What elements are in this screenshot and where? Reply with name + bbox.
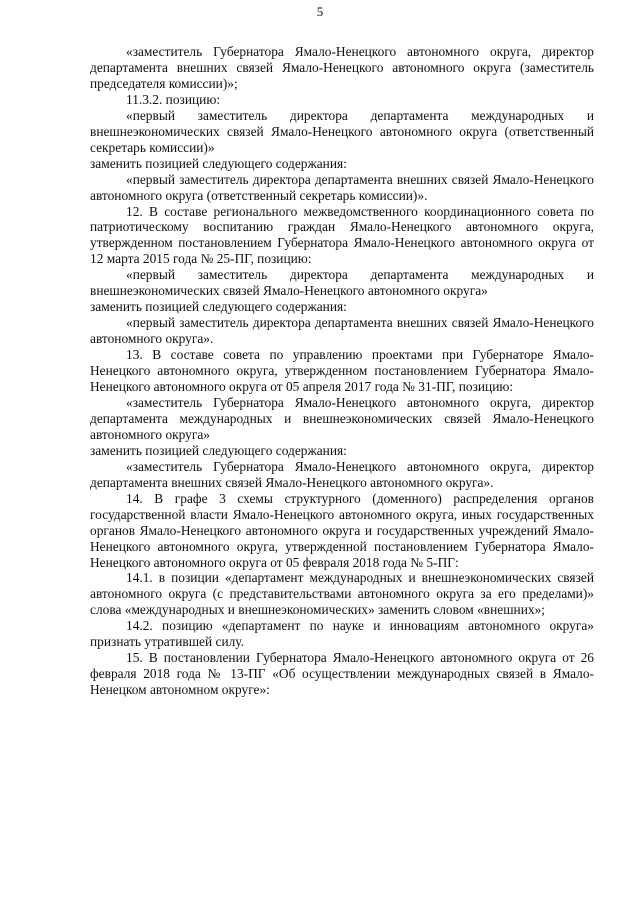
paragraph-8: заменить позицией следующего содержания: xyxy=(90,299,347,315)
paragraph-3: «первый заместитель директора департамента международных и внешнеэкономических связей Ямало-Ненецкого автономного округа (ответственный секретарь комиссии)» xyxy=(90,107,594,155)
paragraph-15: 14.1. в позиции «департамент международных и внешнеэкономических связей автономного округа (с представительствами автономного округа за его пределами)» слова «международных и внешнеэкономических» заменить словом «внешних»; xyxy=(90,570,594,618)
paragraph-14: 14. В графе 3 схемы структурного (доменного) распределения органов государственной власти Ямало-Ненецкого автономного округа, иных государственных органов Ямало-Ненецкого автономного округа и государственных учреждений Ямало-Ненецкого автономного округа, утвержденной постановлением Губернатора Ямало-Ненецкого автономного округа от 05 февраля 2018 года № 5-ПГ: xyxy=(90,490,594,570)
paragraph-9: «первый заместитель директора департамента внешних связей Ямало-Ненецкого автономного округа». xyxy=(90,315,594,347)
paragraph-10: 13. В составе совета по управлению проектами при Губернаторе Ямало-Ненецкого автономного округа, утвержденном постановлением Губернатора Ямало-Ненецкого автономного округа от 05 апреля 2017 года № 31-ПГ, позицию: xyxy=(90,347,594,395)
paragraph-17: 15. В постановлении Губернатора Ямало-Ненецкого автономного округа от 26 февраля 2018 года № 13-ПГ «Об осуществлении международных связей в Ямало-Ненецком автономном округе»: xyxy=(90,650,594,698)
paragraph-2: 11.3.2. позицию: xyxy=(126,91,221,107)
paragraph-1: «заместитель Губернатора Ямало-Ненецкого автономного округа, директор департамента внешних связей Ямало-Ненецкого автономного округа (заместитель председателя комиссии)»; xyxy=(90,44,594,91)
paragraph-4: заменить позицией следующего содержания: xyxy=(90,155,347,171)
paragraph-11: «заместитель Губернатора Ямало-Ненецкого автономного округа, директор департамента международных и внешнеэкономических связей Ямало-Ненецкого автономного округа» xyxy=(90,394,594,442)
paragraph-7: «первый заместитель директора департамента международных и внешнеэкономических связей Ямало-Ненецкого автономного округа» xyxy=(90,267,594,299)
document-body xyxy=(90,44,594,698)
paragraph-13: «заместитель Губернатора Ямало-Ненецкого автономного округа, директор департамента внешних связей Ямало-Ненецкого автономного округа». xyxy=(90,458,594,490)
paragraph-5: «первый заместитель директора департамента внешних связей Ямало-Ненецкого автономного округа (ответственный секретарь комиссии)». xyxy=(90,171,594,203)
paragraph-12: заменить позицией следующего содержания: xyxy=(90,442,347,458)
paragraph-6: 12. В составе регионального межведомственного координационного совета по патриотическому воспитанию граждан Ямало-Ненецкого автономного округа, утвержденном постановлением Губернатора Ямало-Ненецкого автономного округа от 12 марта 2015 года № 25-ПГ, позицию: xyxy=(90,203,594,267)
paragraph-16: 14.2. позицию «департамент по науке и инновациям автономного округа» признать утратившей силу. xyxy=(90,618,594,650)
page-number: 5 xyxy=(316,4,324,19)
